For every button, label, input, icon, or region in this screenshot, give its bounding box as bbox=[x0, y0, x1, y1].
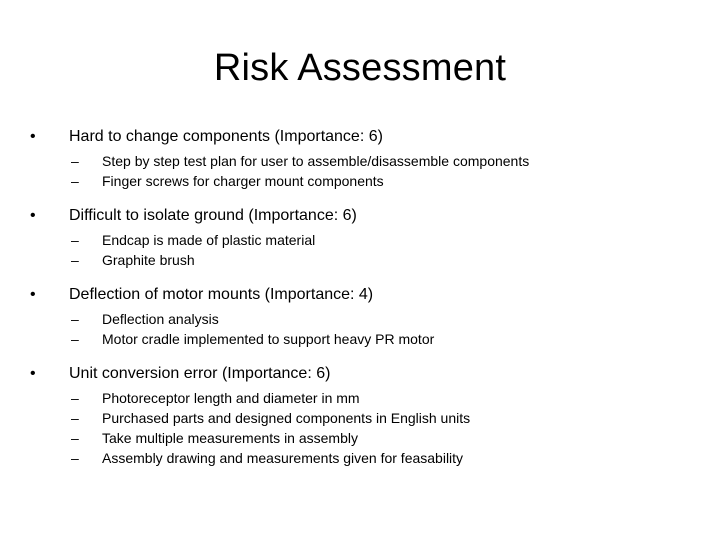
sub-item-text: Step by step test plan for user to assemble/disassemble components bbox=[102, 153, 530, 169]
slide-title: Risk Assessment bbox=[213, 47, 507, 89]
dash-icon: – bbox=[71, 153, 79, 169]
bullet-text: Hard to change components (Importance: 6) bbox=[69, 128, 383, 145]
sub-item bbox=[36, 151, 696, 171]
sub-item bbox=[36, 448, 696, 468]
sub-item-text: Deflection analysis bbox=[102, 311, 219, 327]
sub-item-text: Photoreceptor length and diameter in mm bbox=[102, 390, 360, 406]
dash-icon: – bbox=[71, 331, 79, 347]
sub-item-text: Take multiple measurements in assembly bbox=[102, 430, 358, 446]
sub-item-text: Purchased parts and designed components in English units bbox=[102, 410, 471, 426]
sub-item-text: Motor cradle implemented to support heavy PR motor bbox=[102, 331, 435, 347]
dash-icon: – bbox=[71, 390, 79, 406]
bullet-dot-icon: • bbox=[30, 365, 36, 382]
bullet-text: Difficult to isolate ground (Importance: 6) bbox=[69, 207, 357, 224]
bullet-item-unit-conversion bbox=[30, 362, 696, 468]
sub-item-text: Assembly drawing and measurements given for feasability bbox=[102, 450, 464, 466]
sub-list bbox=[36, 309, 696, 349]
sub-item bbox=[36, 250, 696, 270]
bullet-dot-icon: • bbox=[30, 207, 36, 224]
sub-item-text: Endcap is made of plastic material bbox=[102, 232, 316, 248]
sub-item bbox=[36, 408, 696, 428]
sub-list bbox=[36, 388, 696, 468]
bullet-dot-icon: • bbox=[30, 286, 36, 303]
sub-item-text: Finger screws for charger mount components bbox=[102, 173, 384, 189]
dash-icon: – bbox=[71, 311, 79, 327]
bullet-dot-icon: • bbox=[30, 128, 36, 145]
bullet-text: Deflection of motor mounts (Importance: 4) bbox=[69, 286, 374, 303]
sub-list bbox=[36, 151, 696, 191]
bullet-row bbox=[30, 204, 696, 228]
sub-item-text: Graphite brush bbox=[102, 252, 195, 268]
bullet-row bbox=[30, 283, 696, 307]
sub-item bbox=[36, 388, 696, 408]
dash-icon: – bbox=[71, 430, 79, 446]
sub-item bbox=[36, 329, 696, 349]
bullet-row bbox=[30, 125, 696, 149]
bullet-item-hard-to-change bbox=[30, 125, 696, 191]
sub-item bbox=[36, 428, 696, 448]
dash-icon: – bbox=[71, 232, 79, 248]
bullet-item-isolate-ground bbox=[30, 204, 696, 270]
dash-icon: – bbox=[71, 410, 79, 426]
sub-list bbox=[36, 230, 696, 270]
sub-item bbox=[36, 230, 696, 250]
bullet-list bbox=[30, 0, 696, 540]
sub-item bbox=[36, 309, 696, 329]
bullet-text: Unit conversion error (Importance: 6) bbox=[69, 365, 331, 382]
bullet-row bbox=[30, 362, 696, 386]
dash-icon: – bbox=[71, 252, 79, 268]
bullet-item-motor-mounts bbox=[30, 283, 696, 349]
sub-item bbox=[36, 171, 696, 191]
dash-icon: – bbox=[71, 450, 79, 466]
dash-icon: – bbox=[71, 173, 79, 189]
